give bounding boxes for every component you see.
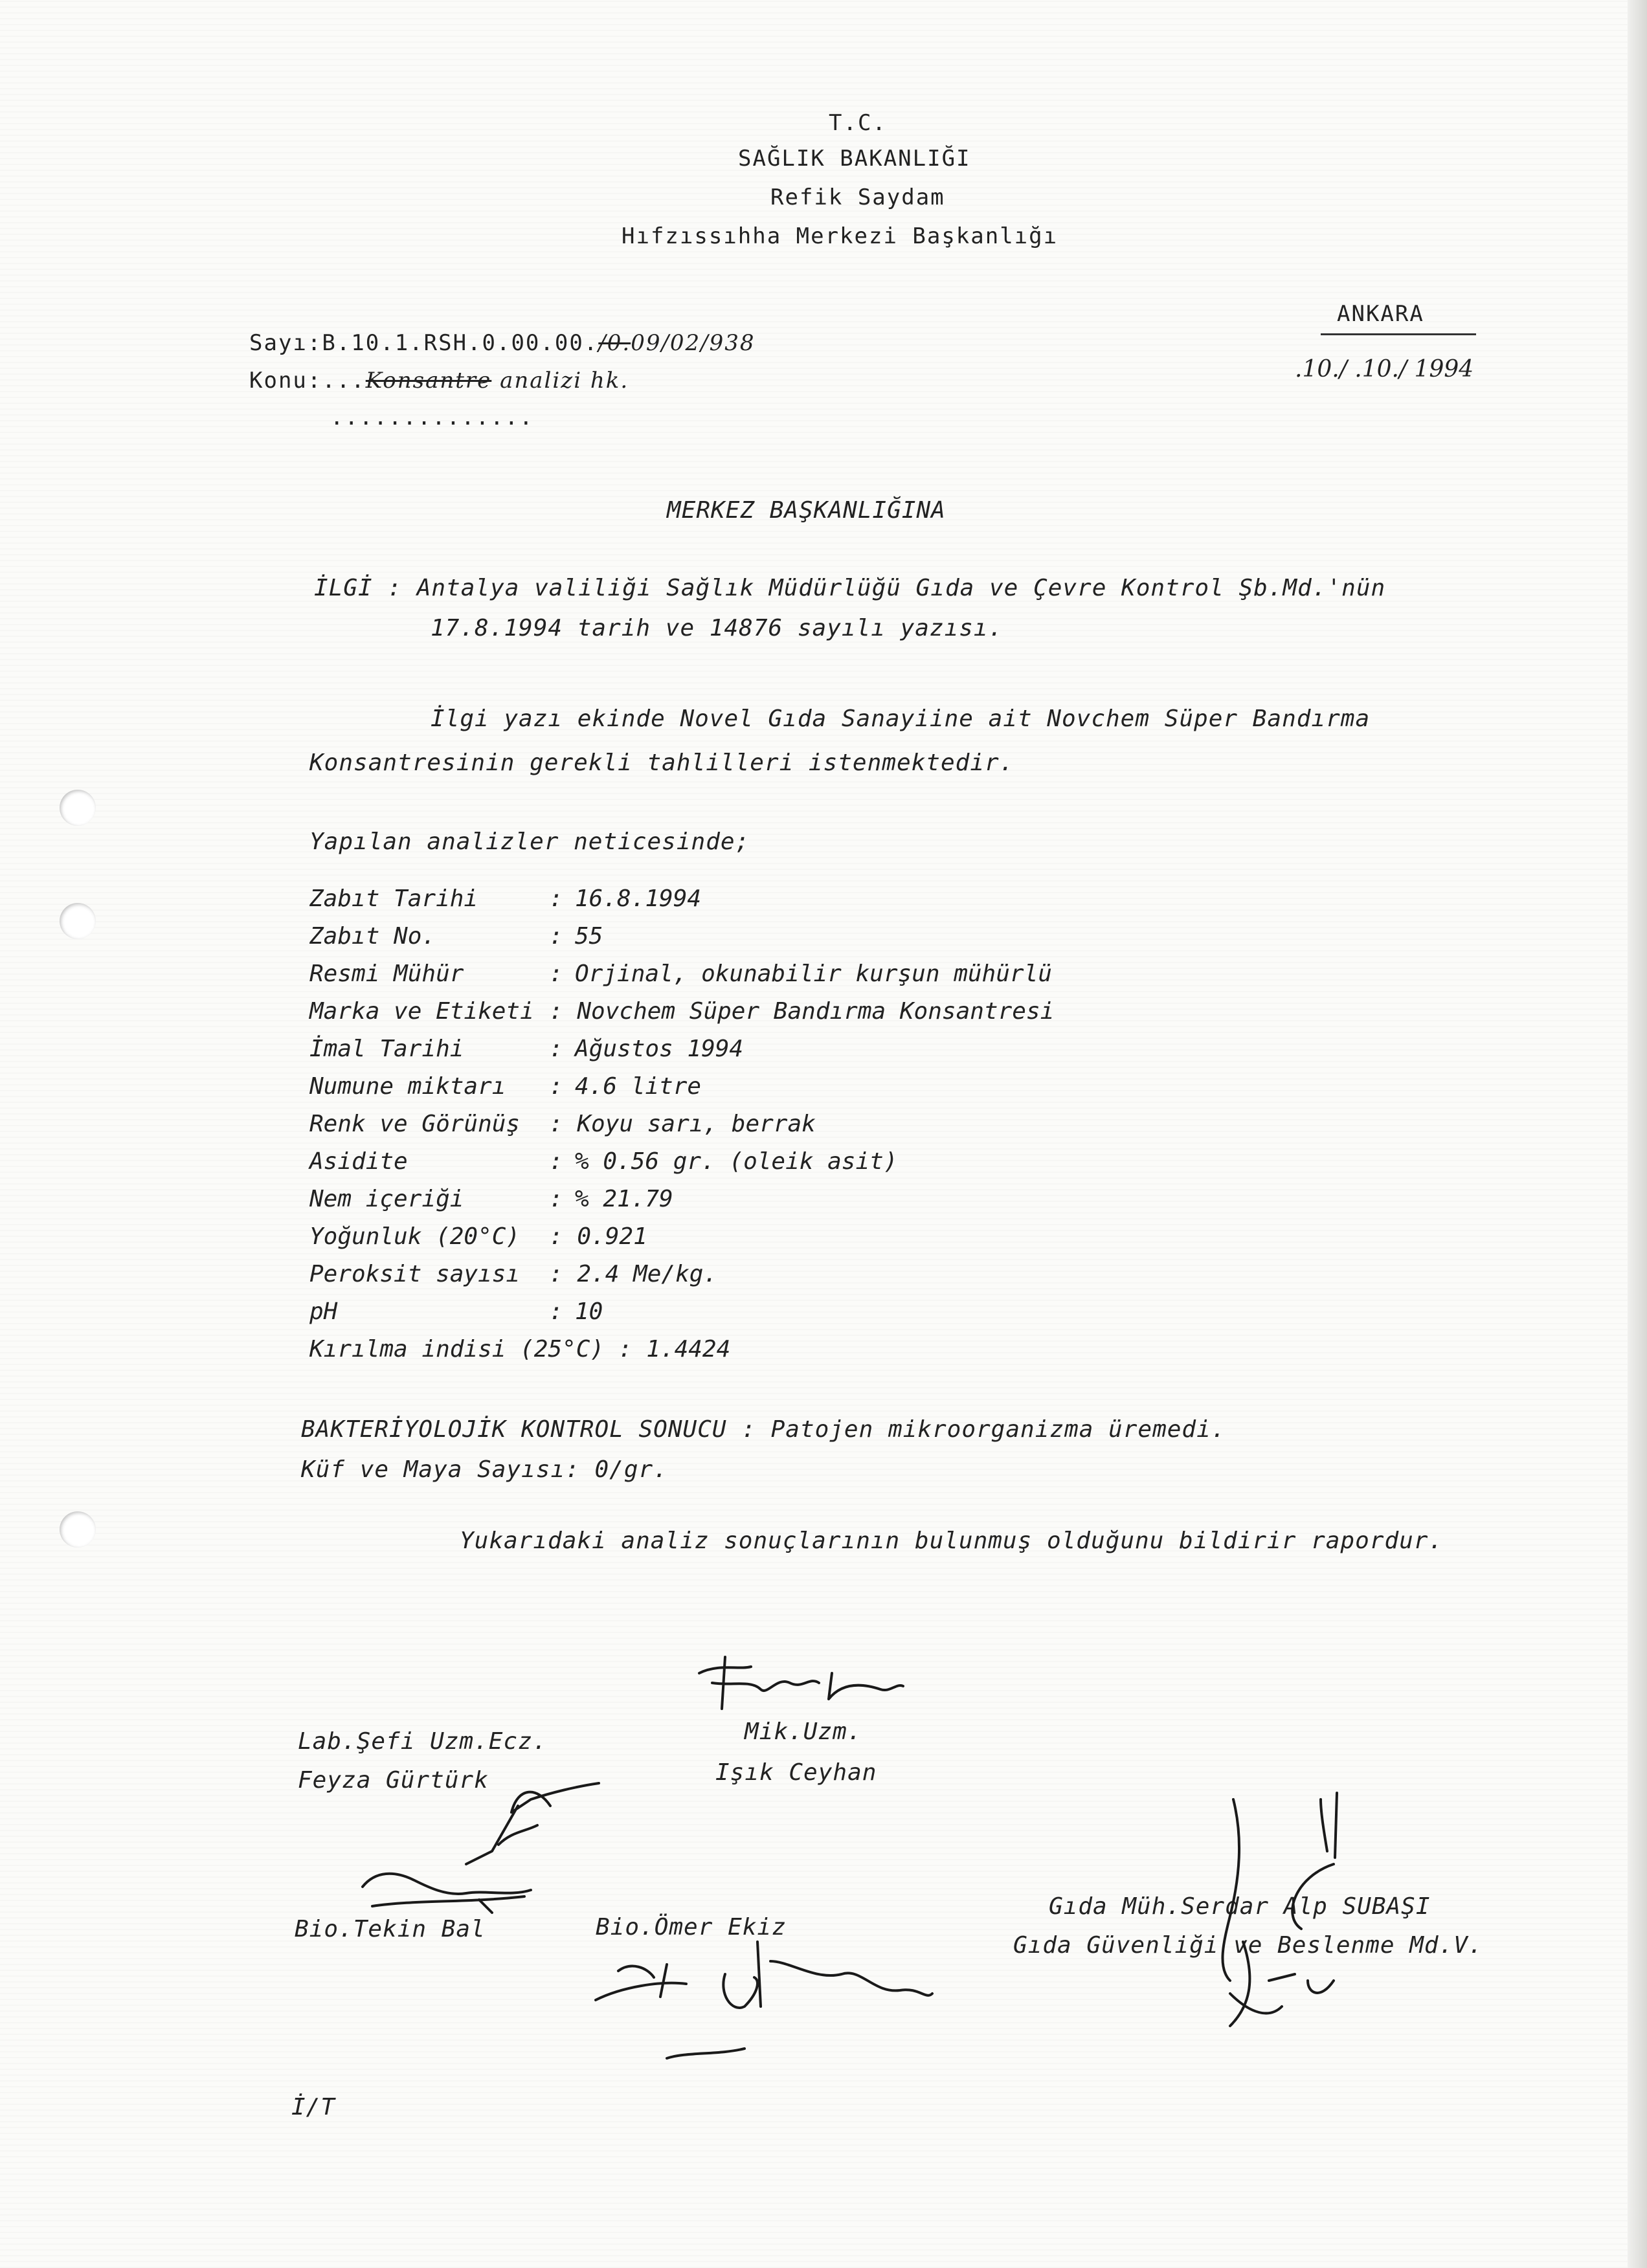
field-value: % 0.56 gr. (oleik asit) <box>575 1148 898 1175</box>
field-label: Zabıt Tarihi <box>309 885 478 912</box>
microbiologist-name: Işık Ceyhan <box>715 1759 877 1786</box>
konu-dots: .............. <box>330 405 534 430</box>
field-value: 10 <box>575 1298 603 1325</box>
field-sep: : <box>549 1111 563 1137</box>
field-value: Novchem Süper Bandırma Konsantresi <box>577 998 1055 1025</box>
biologist-omer: Bio.Ömer Ekiz <box>596 1914 787 1940</box>
field-label: Numune miktarı <box>309 1073 506 1100</box>
field-label: Asidite <box>309 1148 408 1175</box>
field-sep: : <box>549 998 563 1025</box>
header-institute: Refik Saydam <box>770 184 945 210</box>
sayi-label: Sayı: <box>249 330 322 356</box>
signature-serdar <box>1222 1793 1337 2026</box>
field-sep: : <box>549 885 563 912</box>
ilgi-line1: İLGİ : Antalya valiliği Sağlık Müdürlüğü Gıda ve Çevre Kontrol Şb.Md.'nün <box>314 575 1386 601</box>
field-label: Zabıt No. <box>309 923 436 950</box>
addressee: MERKEZ BAŞKANLIĞINA <box>667 497 946 524</box>
field-sep: : <box>549 1298 563 1325</box>
microbiologist-title: Mik.Uzm. <box>745 1718 862 1745</box>
bacteriology-line2: Küf ve Maya Sayısı: 0/gr. <box>301 1456 668 1483</box>
field-sep: : <box>549 1223 563 1250</box>
field-value: Koyu sarı, berrak <box>577 1111 816 1137</box>
field-label: Marka ve Etiketi <box>309 998 534 1025</box>
lab-chief-name: Feyza Gürtürk <box>298 1767 489 1794</box>
field-label: Yoğunluk (20°C) <box>309 1223 521 1250</box>
biologist-tekin: Bio.Tekin Bal <box>295 1916 486 1942</box>
field-value: 16.8.1994 <box>575 885 702 912</box>
sayi-struck: /0. <box>598 330 631 356</box>
konu-struck: Konsantre <box>365 368 492 394</box>
field-label: pH <box>309 1298 338 1325</box>
body-intro: Yapılan analizler neticesinde; <box>309 828 750 855</box>
field-label: İmal Tarihi <box>309 1036 464 1062</box>
food-engineer-dept: Gıda Güvenliği ve Beslenme Md.V. <box>1013 1932 1483 1959</box>
field-sep: : <box>549 1186 563 1212</box>
closing-statement: Yukarıdaki analiz sonuçlarının bulunmuş olduğunu bildirir rapordur. <box>460 1528 1444 1554</box>
field-sep: : <box>549 1148 563 1175</box>
field-value: Ağustos 1994 <box>575 1036 744 1062</box>
sayi-hand: 09/02/938 <box>631 330 756 356</box>
body-para1-line2: Konsantresinin gerekli tahlilleri istenmektedir. <box>309 750 1014 776</box>
lab-chief-title: Lab.Şefi Uzm.Ecz. <box>298 1728 548 1755</box>
field-sep: : <box>549 961 563 987</box>
header-tc: T.C. <box>829 110 887 136</box>
field-value: Orjinal, okunabilir kurşun mühürlü <box>575 961 1052 987</box>
field-label: Resmi Mühür <box>309 961 464 987</box>
field-value: 2.4 Me/kg. <box>577 1261 718 1287</box>
konu-label: Konu:... <box>249 368 366 394</box>
field-value: 4.6 litre <box>575 1073 702 1100</box>
ilgi-line2: 17.8.1994 tarih ve 14876 sayılı yazısı. <box>431 615 1003 641</box>
field-label: Peroksit sayısı <box>309 1261 521 1287</box>
body-para1-line1: İlgi yazı ekinde Novel Gıda Sanayiine ait Novchem Süper Bandırma <box>431 706 1371 732</box>
field-sep: : <box>618 1336 633 1362</box>
field-label: Renk ve Görünüş <box>309 1111 521 1137</box>
konu-hand: analizi hk. <box>491 368 629 394</box>
sayi-value: B.10.1.RSH.0.00.00. <box>322 330 599 356</box>
header-ministry: SAĞLIK BAKANLIĞI <box>738 146 971 172</box>
field-sep: : <box>549 1073 563 1100</box>
bacteriology-line1: BAKTERİYOLOJİK KONTROL SONUCU : Patojen mikroorganizma üremedi. <box>301 1416 1226 1443</box>
food-engineer-name: Gıda Müh.Serdar Alp SUBAŞI <box>1049 1893 1431 1920</box>
signature-omer <box>596 1942 932 2058</box>
date: .10./ .10./ 1994 <box>1295 356 1474 383</box>
field-value: % 21.79 <box>575 1186 673 1212</box>
field-label: Nem içeriği <box>309 1186 464 1212</box>
field-sep: : <box>549 1036 563 1062</box>
field-sep: : <box>549 1261 563 1287</box>
city: ANKARA <box>1337 301 1424 327</box>
field-value: 55 <box>575 923 603 950</box>
header-presidency: Hıfzıssıhha Merkezi Başkanlığı <box>622 223 1059 249</box>
signature-tekin <box>363 1874 531 1913</box>
signature-lab <box>466 1783 599 1864</box>
field-sep: : <box>549 923 563 950</box>
footer-initials: İ/T <box>291 2094 336 2120</box>
signature-mik <box>699 1657 903 1709</box>
field-value: 1.4424 <box>646 1336 731 1362</box>
field-value: 0.921 <box>577 1223 647 1250</box>
signature-serdar-extra <box>1308 1799 1334 1993</box>
field-label: Kırılma indisi (25°C) <box>309 1336 605 1362</box>
